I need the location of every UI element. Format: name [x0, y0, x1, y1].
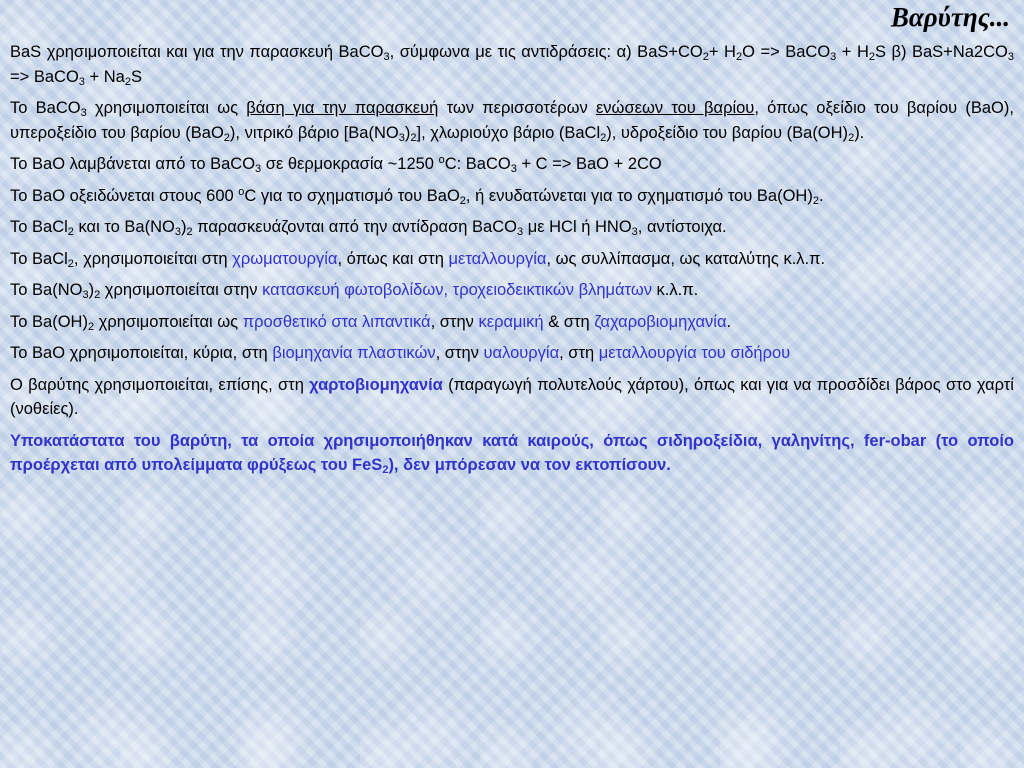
paragraph-baco3-uses: Το BaCO$_3$ χρησιμοποιείται ως βάση για την παρασκευή των περισσοτέρων ενώσεων του βαρίου, όπως οξείδιο του βαρίου (BaO), υπεροξείδιο του βαρίου (BaO$_2$), νιτρικό βάριο $[Ba(NO_3)_2]$, χλωριούχο βάριο (BaCl$_2$), υδροξείδιο του βαρίου $(Ba(OH)_2)$.: [10, 99, 1014, 144]
paragraph-baoh2-uses: Το $Ba(OH)_2$ χρησιμοποιείται ως προσθετικό στα λιπαντικά, στην κεραμική & στη ζαχαροβιομηχανία.: [10, 312, 732, 333]
paragraph-bacl2-uses: Το BaCl$_2$, χρησιμοποιείται στη χρωματουργία, όπως και στη μεταλλουργία, ως συλλίπασμα, ως καταλύτης κ.λ.π.: [10, 249, 826, 270]
link-lubricant-additive[interactable]: προσθετικό στα λιπαντικά: [242, 312, 431, 331]
link-flares-tracers[interactable]: κατασκευή φωτοβολίδων, τροχειοδεικτικών βλημάτων: [262, 281, 652, 299]
paragraph-paper-industry: Ο βαρύτης χρησιμοποιείται, επίσης, στη χαρτοβιομηχανία (παραγωγή πολυτελούς χάρτου), όπως και για να προσδίδει βάρος στο χαρτί (νοθείες).: [10, 375, 1014, 418]
link-metallurgy[interactable]: μεταλλουργία: [448, 249, 547, 268]
page-title: Βαρύτης...: [890, 2, 1010, 32]
paragraph-bao-oxidation: Το BaO οξειδώνεται στους 600 $^o$C για το σχηματισμό του BaO$_2$, ή ενυδατώνεται για το σχηματισμό του $Ba(OH)_2$.: [10, 185, 824, 207]
link-base-preparation[interactable]: βάση για την παρασκευή: [246, 99, 439, 117]
link-paper-industry[interactable]: χαρτοβιομηχανία: [309, 375, 443, 394]
link-sugar-industry[interactable]: ζαχαροβιομηχανία: [594, 312, 727, 331]
link-plastics-industry[interactable]: βιομηχανία πλαστικών: [272, 344, 436, 362]
link-barium-compounds[interactable]: ενώσεων του βαρίου: [595, 99, 755, 117]
link-dyeing[interactable]: χρωματουργία: [232, 249, 338, 268]
link-ceramics[interactable]: κεραμική: [478, 312, 544, 331]
paragraph-substitutes: Υποκατάστατα του βαρύτη, τα οποία χρησιμοποιήθηκαν κατά καιρούς, όπως σιδηροξείδια, γαληνίτης, fer-obar (το οποίο προέρχεται από υπολείμματα φρύξεως του FeS$_2$), δεν μπόρεσαν να τον εκτοπίσουν.: [10, 431, 1014, 476]
content-area: [10, 40, 1014, 485]
paragraph-bacl2-preparation: Το BaCl$_2$ και το $Ba(NO_3)_2$ παρασκευάζονται από την αντίδραση BaCO$_3$ με HCl ή $HNO_3$, αντίστοιχα.: [10, 218, 727, 238]
link-iron-metallurgy[interactable]: μεταλλουργία του σιδήρου: [598, 344, 791, 362]
paragraph-bano3-uses: Το $Ba(NO_3)_2$ χρησιμοποιείται στην κατασκευή φωτοβολίδων, τροχειοδεικτικών βλημάτων κ.λ.π.: [10, 281, 699, 301]
paragraph-bas-reactions: BaS χρησιμοποιείται και για την παρασκευή BaCO$_3$, σύμφωνα με τις αντιδράσεις: α) $BaS+CO_2+ H_2O$ => BaCO$_3$ + $H_2S$ β) $BaS+Na2CO_3$ => BaCO$_3$ + $Na_2S$: [10, 43, 1014, 88]
link-glassmaking[interactable]: υαλουργία: [483, 344, 560, 362]
paragraph-bao-uses: Το BaO χρησιμοποιείται, κύρια, στη βιομηχανία πλαστικών, στην υαλουργία, στη μεταλλουργία του σιδήρου: [10, 344, 791, 362]
paragraph-bao-production: Το BaO λαμβάνεται από το BaCO$_3$ σε θερμοκρασία ~1250 $^o$C: BaCO$_3$ + C => BaO + 2CO: [10, 154, 662, 175]
